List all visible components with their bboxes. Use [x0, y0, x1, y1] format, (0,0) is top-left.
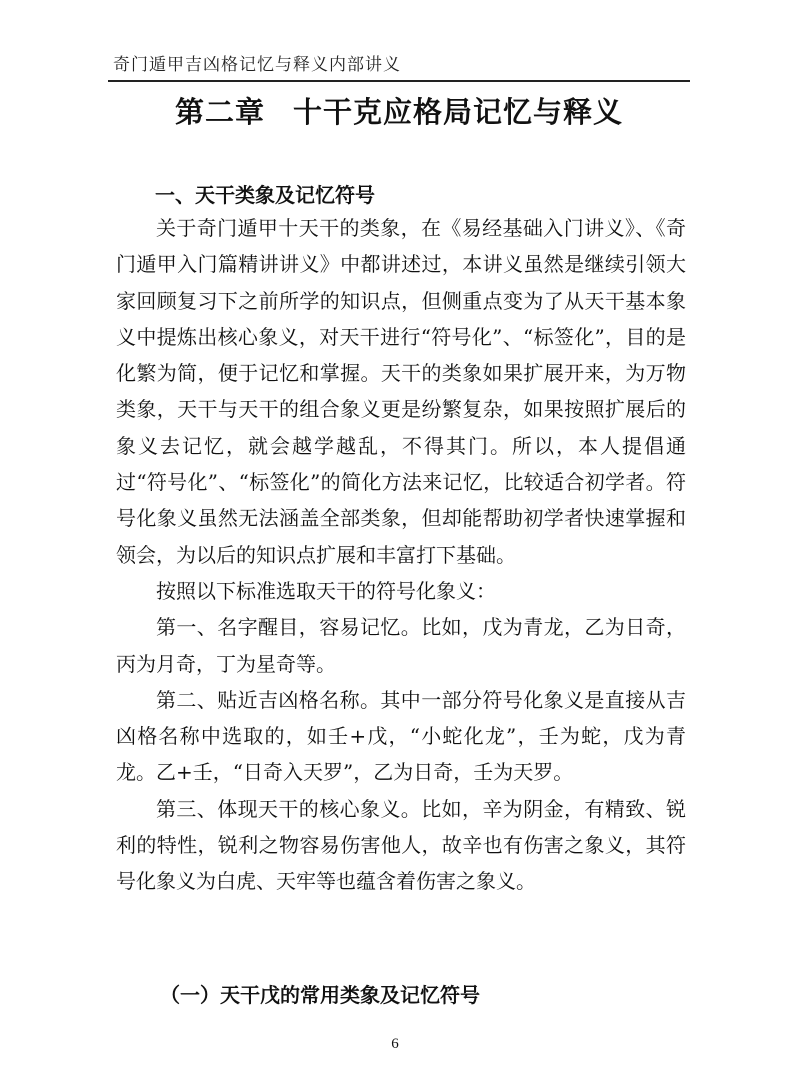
section-heading: 一、天干类象及记忆符号 — [155, 183, 375, 207]
paragraph: 按照以下标准选取天干的符号化象义： — [156, 578, 496, 603]
header-divider — [108, 80, 690, 82]
paragraph: 第二、贴近吉凶格名称。其中一部分符号化象义是直接从吉凶格名称中选取的，如壬+戊，“小蛇化龙”，壬为蛇，戊为青龙。乙+壬，“日奇入天罗”，乙为日奇，壬为天罗。 — [116, 687, 686, 785]
page-number: 6 — [391, 1036, 399, 1052]
body-text — [116, 210, 686, 900]
chapter-title — [108, 90, 690, 131]
chapter-number: 第二章 — [174, 95, 265, 129]
running-header: 奇门遁甲吉凶格记忆与释义内部讲义 — [113, 55, 401, 75]
subsection-heading: （一）天干戊的常用类象及记忆符号 — [160, 983, 480, 1007]
paragraph: 第一、名字醒目，容易记忆。比如，戊为青龙，乙为日奇，丙为月奇，丁为星奇等。 — [116, 615, 686, 676]
paragraph: 关于奇门遁甲十天干的类象，在《易经基础入门讲义》、《奇门遁甲入门篇精讲讲义》中都讲述过，本讲义虽然是继续引领大家回顾复习下之前所学的知识点，但侧重点变为了从天干基本象义中提炼出核心象义，对天干进行“符号化”、“标签化”，目的是化繁为简，便于记忆和掌握。天干的类象如果扩展开来，为万物类象，天干与天干的组合象义更是纷繁复杂，如果按照扩展后的象义去记忆，就会越学越乱，不得其门。所以，本人提倡通过“符号化”、“标签化”的简化方法来记忆，比较适合初学者。符号化象义虽然无法涵盖全部类象，但却能帮助初学者快速掌握和领会，为以后的知识点扩展和丰富打下基础。 — [116, 216, 686, 567]
chapter-title-text: 十干克应格局记忆与释义 — [293, 95, 624, 129]
paragraph: 第三、体现天干的核心象义。比如，辛为阴金，有精致、锐利的特性，锐利之物容易伤害他人，故辛也有伤害之象义，其符号化象义为白虎、天牢等也蕴含着伤害之象义。 — [116, 796, 686, 894]
